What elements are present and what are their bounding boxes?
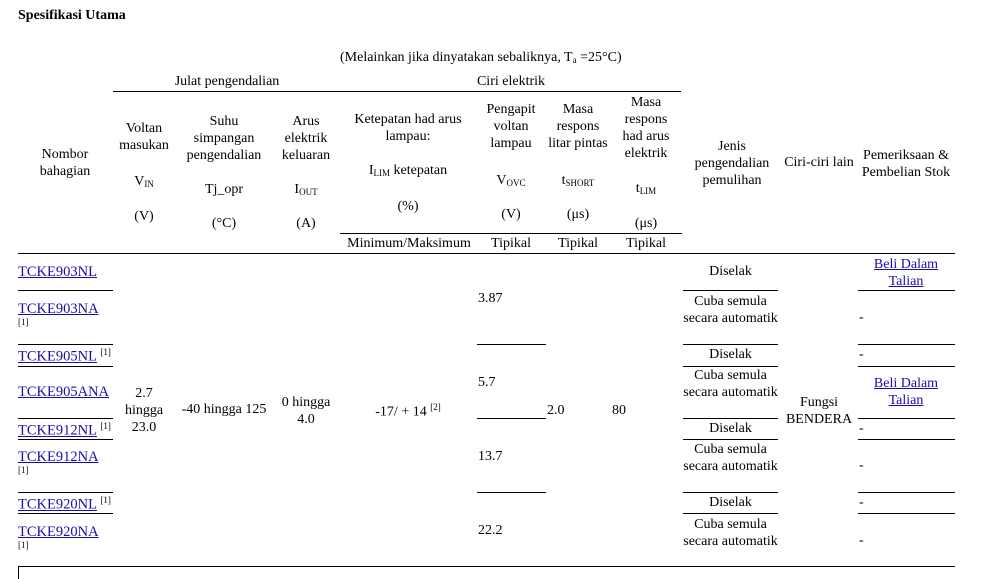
header-part-number: Nombor bahagian <box>39 147 91 179</box>
recovery-cell: Diselak <box>709 264 752 279</box>
vovc-value: 5.7 <box>478 375 496 390</box>
header-min-max: Minimum/Maksimum <box>347 236 471 251</box>
footnote-marker: [1] <box>18 465 29 475</box>
group-divider <box>113 91 681 92</box>
recovery-divider <box>683 492 778 493</box>
recovery-divider <box>683 513 778 514</box>
part-row-5 <box>18 449 99 466</box>
part-link[interactable]: TCKE920NA <box>18 524 99 540</box>
recovery-cell: Diselak <box>709 347 752 362</box>
part-link[interactable]: TCKE903NL <box>18 264 97 280</box>
recovery-cell: Cuba semula secara automatik <box>683 442 778 474</box>
header-vin-symbol: $V_{IN}$ <box>134 174 154 189</box>
footnote-marker: [1] <box>18 540 29 550</box>
stock-divider <box>858 492 955 493</box>
stock-cell: - <box>859 533 864 548</box>
buy-online-link[interactable]: Beli Dalam Talian <box>873 376 939 408</box>
stock-cell <box>858 256 954 290</box>
footnote-marker: [1] <box>100 347 111 357</box>
stock-cell <box>858 375 954 409</box>
tshort-value: 2.0 <box>547 403 565 418</box>
header-ilim-unit: (%) <box>397 199 419 214</box>
conditions-note: (Melainkan jika dinyatakan sebaliknya, $T_a =25^\circ C$) <box>340 50 622 65</box>
header-vin-label: Voltan masukan <box>119 121 169 153</box>
header-tshort-unit: (μs) <box>566 207 590 222</box>
header-temp-label: Suhu simpangan pengendalian <box>186 114 262 163</box>
recovery-cell: Diselak <box>709 421 752 436</box>
page-title: Spesifikasi Utama <box>18 8 126 23</box>
part-row-2 <box>18 347 111 366</box>
stock-divider <box>858 366 955 367</box>
part-row-4 <box>18 421 111 440</box>
part-row-0 <box>18 264 97 281</box>
vovc-value: 22.2 <box>478 523 503 538</box>
table-left-edge <box>18 566 19 579</box>
subheader-divider <box>340 233 682 234</box>
header-ilim-symbol: $I_{LIM}$ ketepatan <box>368 163 448 178</box>
part-row-7 <box>18 524 99 541</box>
header-tlim-unit: (μs) <box>634 216 658 231</box>
part-link[interactable]: TCKE912NL <box>18 422 97 439</box>
stock-divider <box>858 418 955 419</box>
stock-cell: - <box>859 310 864 325</box>
temp-value: -40 hingga 125 <box>181 402 267 417</box>
footnote-marker: [1] <box>100 421 111 431</box>
header-recovery: Jenis pengendalian pemulihan <box>694 139 770 188</box>
header-typical-tshort: Tipikal <box>558 236 598 251</box>
header-tshort-symbol: $t_{SHORT}$ <box>561 173 595 188</box>
stock-divider <box>858 344 955 345</box>
vovc-value: 13.7 <box>478 449 503 464</box>
table-bottom-border <box>18 566 955 567</box>
header-vovc-unit: (V) <box>501 207 521 222</box>
stock-divider <box>858 513 955 514</box>
part-row-3 <box>18 384 109 401</box>
header-tlim-symbol: $t_{LIM}$ <box>635 181 657 196</box>
header-ilim-label: Ketepatan had arus lampau: <box>354 112 462 144</box>
stock-divider <box>858 290 955 291</box>
part-link[interactable]: TCKE905NL <box>18 348 97 365</box>
recovery-divider <box>683 439 778 440</box>
header-temp-unit: (°C) <box>211 216 237 231</box>
header-typical-tlim: Tipikal <box>626 236 666 251</box>
header-vovc-label: Pengapit voltan lampau <box>486 102 536 151</box>
part-row-6 <box>18 495 111 514</box>
header-stock: Pemeriksaan & Pembelian Stok <box>861 148 951 180</box>
group-control-range: Julat pengendalian <box>174 74 280 89</box>
header-features: Ciri-ciri lain <box>784 155 854 170</box>
vovc-divider <box>477 492 546 493</box>
header-bottom-border <box>18 253 955 254</box>
features-value: Fungsi BENDERA <box>785 395 853 427</box>
group-electrical-characteristics: Ciri elektrik <box>476 74 546 89</box>
iout-value: 0 hingga 4.0 <box>281 395 331 427</box>
row-divider <box>18 290 113 291</box>
footnote-marker: [1] <box>18 317 29 327</box>
ilim-value: -17/ + 14 [2] <box>375 402 441 420</box>
recovery-divider <box>683 290 778 291</box>
recovery-cell: Cuba semula secara automatik <box>683 517 778 549</box>
stock-cell: - <box>859 458 864 473</box>
buy-online-link[interactable]: Beli Dalam Talian <box>873 257 939 289</box>
recovery-cell: Cuba semula secara automatik <box>683 294 778 326</box>
row-divider <box>18 492 113 493</box>
row-divider <box>18 344 113 345</box>
stock-cell: - <box>859 347 864 362</box>
row-divider <box>18 418 113 419</box>
header-tshort-label: Masa respons litar pintas <box>548 102 608 151</box>
header-iout-unit: (A) <box>296 216 316 231</box>
stock-cell: - <box>859 495 864 510</box>
part-link[interactable]: TCKE920NL <box>18 496 97 513</box>
header-typical-vovc: Tipikal <box>491 236 531 251</box>
part-link[interactable]: TCKE912NA <box>18 449 99 465</box>
vovc-divider <box>477 344 546 345</box>
recovery-cell: Cuba semula secara automatik <box>683 368 778 400</box>
recovery-cell: Diselak <box>709 495 752 510</box>
stock-cell: - <box>859 421 864 436</box>
row-divider <box>18 439 113 440</box>
footnote-marker: [1] <box>100 495 111 505</box>
header-vin-unit: (V) <box>134 209 154 224</box>
header-iout-symbol: $I_{OUT}$ <box>294 182 318 197</box>
row-divider <box>18 513 113 514</box>
recovery-divider <box>683 418 778 419</box>
stock-divider <box>858 439 955 440</box>
tlim-value: 80 <box>612 403 626 418</box>
header-tlim-label: Masa respons had arus elektrik <box>622 95 670 161</box>
part-link[interactable]: TCKE905ANA <box>18 384 110 400</box>
row-divider <box>18 366 113 367</box>
part-row-1 <box>18 301 99 318</box>
part-link[interactable]: TCKE903NA <box>18 301 99 317</box>
vovc-divider <box>477 418 546 419</box>
header-iout-label: Arus elektrik keluaran <box>281 114 331 163</box>
header-temp-symbol: Tj_opr <box>204 182 244 197</box>
recovery-divider <box>683 344 778 345</box>
vovc-value: 3.87 <box>478 291 503 306</box>
header-vovc-symbol: $V_{OVC}$ <box>496 173 526 188</box>
vin-value: 2.7 hingga 23.0 <box>124 386 164 435</box>
